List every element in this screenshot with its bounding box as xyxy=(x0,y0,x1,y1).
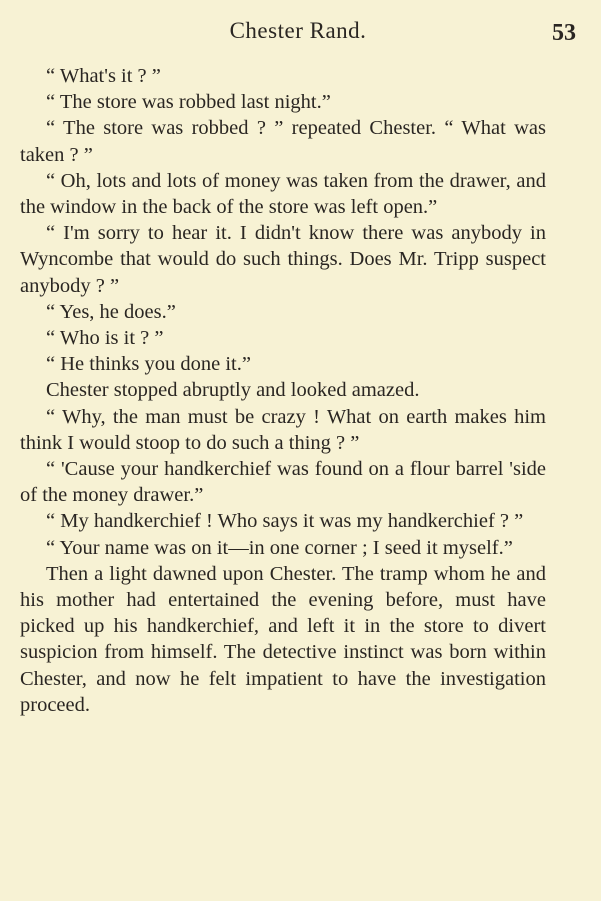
running-head xyxy=(20,18,576,52)
paragraph: “ Yes, he does.” xyxy=(46,300,176,323)
paragraph: “ The store was robbed ? ” repeated Chester. “ What was taken ? ” xyxy=(20,117,546,166)
paragraph: “ Your name was on it—in one corner ; I seed it myself.” xyxy=(46,536,513,559)
paragraph: “ My handkerchief ! Who says it was my handkerchief ? ” xyxy=(46,510,524,533)
paragraph: “ The store was robbed last night.” xyxy=(46,91,331,114)
paragraph: Chester stopped abruptly and looked amazed. xyxy=(46,379,420,402)
paragraph: “ I'm sorry to hear it. I didn't know there was anybody in Wyncombe that would do such things. Does Mr. Tripp suspect anybody ? ” xyxy=(20,222,546,297)
paragraph: Then a light dawned upon Chester. The tramp whom he and his mother had entertained the evening before, must have picked up his handkerchief, and left it in the store to divert suspicion from himself. The detective instinct was born within Chester, and now he felt impatient to have the investigation proceed. xyxy=(20,562,546,716)
body-text xyxy=(20,63,546,718)
paragraph: “ He thinks you done it.” xyxy=(46,353,251,376)
page-number: 53 xyxy=(552,20,576,46)
paragraph: “ Oh, lots and lots of money was taken from the drawer, and the window in the back of the store was left open.” xyxy=(20,169,546,219)
paragraph: “ What's it ? ” xyxy=(46,65,161,87)
running-title: Chester Rand. xyxy=(229,18,367,43)
paragraph: “ Who is it ? ” xyxy=(46,327,164,350)
paragraph: “ 'Cause your handkerchief was found on a flour barrel 'side of the money drawer.” xyxy=(20,458,546,507)
paragraph: “ Why, the man must be crazy ! What on earth makes him think I would stoop to do such a thing ? ” xyxy=(20,405,546,454)
